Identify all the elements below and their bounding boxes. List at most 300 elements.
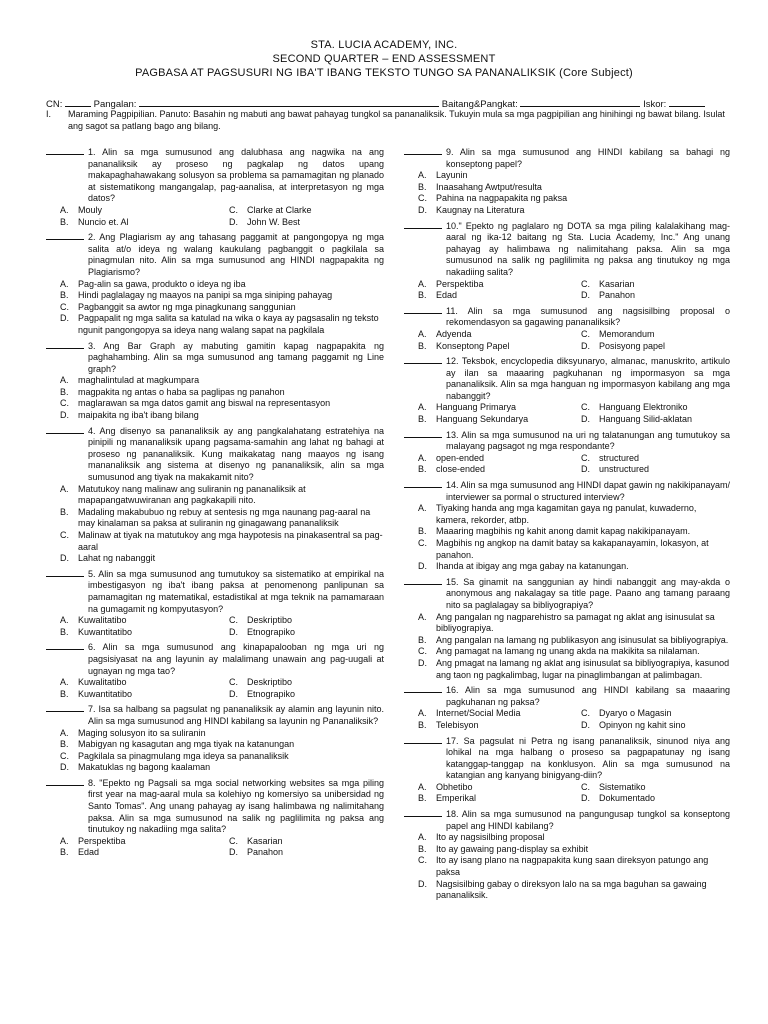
option-text: Pagkilala sa pinagmulang mga ideya sa pananaliksik — [78, 750, 289, 761]
option-letter: D. — [229, 688, 238, 699]
answer-option[interactable] — [404, 708, 567, 720]
instructions — [46, 109, 728, 132]
answer-option[interactable] — [567, 329, 730, 341]
option-text: Kuwantitatibo — [78, 688, 133, 699]
question-stem — [404, 576, 730, 612]
option-letter: B. — [60, 688, 69, 699]
answer-blank[interactable] — [404, 355, 442, 364]
question-stem — [404, 684, 730, 708]
option-letter: D. — [60, 410, 69, 421]
answer-option[interactable] — [46, 751, 384, 763]
question-stem — [404, 146, 730, 170]
option-letter: A. — [60, 278, 69, 289]
answer-option[interactable] — [404, 290, 567, 302]
option-row — [46, 847, 384, 859]
option-text: Hanguang Sekundarya — [436, 414, 529, 425]
option-text: Maaaring magbihis ng kahit anong damit kapag nakikipanayam. — [436, 526, 691, 537]
answer-option[interactable] — [404, 329, 567, 341]
answer-blank[interactable] — [404, 808, 442, 817]
option-text: Perspektiba — [78, 835, 126, 846]
option-letter: D. — [229, 216, 238, 227]
question-text: 14. Alin sa mga sumusunod ang HINDI dapat gawin ng nakikipanayam/ interviewer sa pormal o structured interview? — [446, 480, 730, 502]
question-stem — [404, 479, 730, 503]
answer-blank[interactable] — [404, 220, 442, 229]
question-stem — [404, 735, 730, 782]
option-text: Memorandum — [599, 328, 655, 339]
option-row — [404, 720, 730, 732]
option-letter: C. — [581, 328, 590, 339]
question-text: 17. Sa pagsulat ni Petra ng isang pananaliksik, sinunod niya ang lohikal na mga halbang o proseso sa pagpapatunay ng isang katanggap-tanggap na konklusyon. Alin sa mga sumusunod na katangian ang kanyang binigyang-diin? — [446, 735, 730, 781]
answer-blank[interactable] — [404, 305, 442, 314]
answer-option[interactable] — [404, 879, 730, 902]
option-letter: D. — [60, 553, 69, 564]
option-letter: C. — [581, 278, 590, 289]
option-letter: A. — [60, 375, 69, 386]
answer-option[interactable] — [46, 553, 384, 565]
option-text: Telebisyon — [436, 719, 479, 730]
option-text: close-ended — [436, 464, 486, 475]
option-text: Nuncio et. Al — [78, 216, 129, 227]
option-text: Hanguang Primarya — [436, 402, 517, 413]
spacer — [46, 859, 384, 862]
iskor-field[interactable] — [669, 97, 705, 107]
option-text: Matutukoy nang malinaw ang suliranin ng pananaliksik at mapapangatwuwiranan ang pagkakapili nito. — [78, 483, 306, 506]
option-row — [404, 279, 730, 291]
school-name: STA. LUCIA ACADEMY, INC. — [310, 39, 458, 51]
answer-option[interactable] — [46, 677, 215, 689]
question — [404, 220, 730, 305]
answer-option[interactable] — [46, 290, 384, 302]
question-stem — [46, 231, 384, 278]
left-column — [46, 146, 384, 862]
option-text: Dyaryo o Magasin — [599, 708, 672, 719]
question-text: 4. Ang disenyo sa pananaliksik ay ang pangkalahatang estratehiya na pinipili ng mananaliksik upang pagsama-samahin ang lahat ng bahagi at proseso ng pananaliksik. Kung maikakatag nang maayos ng isang mananaliksik ang sistema at disenyo ng pananaliksik, alin sa mga sumusunod ang tiyak na makakamit nito? — [88, 425, 384, 483]
answer-option[interactable] — [567, 720, 730, 732]
option-text: Kuwantitatibo — [78, 626, 133, 637]
question-text: 1. Alin sa mga sumusunod ang dalubhasa ang nagwika na ang pananaliksik ay proseso ng pagkalap ng datos upang makapaghahawakang solusyon sa problema sa pamamagitan ng planado at sistematikong mangangalap, pag-aanalisa, at interpretasyon ng mga datos? — [88, 147, 384, 204]
question-stem — [46, 703, 384, 727]
option-letter: C. — [581, 781, 590, 792]
question — [404, 429, 730, 479]
subject-title: PAGBASA AT PAGSUSURI NG IBA'T IBANG TEKSTO TUNGO SA PANANALIKSIK (Core Subject) — [135, 67, 633, 79]
option-row — [46, 836, 384, 848]
question — [404, 305, 730, 355]
question-stem — [404, 220, 730, 279]
option-text: Madaling makabubuo ng rebuy at sentesis ng mga naunang pag-aaral na may kinalaman sa paksa at suliranin ng ginagawang pananaliksik — [78, 506, 371, 529]
answer-option[interactable] — [567, 708, 730, 720]
answer-option[interactable] — [46, 530, 384, 553]
answer-option[interactable] — [46, 762, 384, 774]
answer-option[interactable] — [46, 205, 215, 217]
question-stem — [404, 808, 730, 832]
option-text: Pagbanggit sa awtor ng mga pinagkunang sanggunian — [78, 301, 296, 312]
option-text: Ang pamagat na lamang ng unang akda na makikita sa nilalaman. — [436, 646, 700, 657]
option-letter: A. — [418, 328, 427, 339]
answer-option[interactable] — [46, 217, 215, 229]
option-row — [46, 689, 384, 701]
answer-option[interactable] — [215, 677, 384, 689]
iskor-label: Iskor: — [643, 99, 667, 110]
answer-option[interactable] — [404, 503, 730, 526]
option-letter: A. — [418, 452, 427, 463]
answer-option[interactable] — [404, 341, 567, 353]
option-letter: A. — [60, 727, 69, 738]
question — [46, 146, 384, 231]
option-letter: B. — [60, 739, 69, 750]
option-letter: C. — [60, 530, 69, 540]
answer-option[interactable] — [404, 464, 567, 476]
option-text: Pag-alin sa gawa, produkto o ideya ng iba — [78, 278, 246, 289]
option-text: Kaugnay na Literatura — [436, 204, 525, 215]
question — [404, 808, 730, 905]
option-letter: A. — [60, 483, 69, 494]
option-text: Clarke at Clarke — [247, 204, 312, 215]
question — [46, 568, 384, 642]
answer-option[interactable] — [404, 855, 730, 878]
option-row — [404, 329, 730, 341]
answer-blank[interactable] — [46, 231, 84, 240]
question — [404, 146, 730, 220]
answer-blank[interactable] — [404, 146, 442, 155]
answer-option[interactable] — [567, 464, 730, 476]
option-text: Kasarian — [599, 278, 635, 289]
answer-blank[interactable] — [404, 735, 442, 744]
question-text: 9. Alin sa mga sumusunod ang HINDI kabilang sa bahagi ng konseptong papel? — [446, 147, 730, 169]
option-text: Inaasahang Awtput/resulta — [436, 181, 542, 192]
question-stem — [46, 146, 384, 205]
option-letter: C. — [418, 193, 427, 204]
instructions-text: Maraming Pagpipilian. Panuto: Basahin ng mabuti ang bawat pahayag tungkol sa pananaliksik. Tukuyin mula sa mga pagpipilian ang hinihingi ng bawat bilang. Isulat ang sagot sa patlang bago ang bilang. — [68, 109, 725, 131]
option-text: Obhetibo — [436, 781, 473, 792]
option-text: Malinaw at tiyak na matutukoy ang mga haypotesis na pinakasentral sa pag-aaral — [78, 530, 383, 552]
option-text: Maging solusyon ito sa suliranin — [78, 727, 206, 738]
option-text: Kasarian — [247, 835, 283, 846]
answer-blank[interactable] — [46, 340, 84, 349]
question — [46, 231, 384, 339]
option-row — [404, 782, 730, 794]
question-text: 7. Isa sa halbang sa pagsulat ng pananaliksik ay alamin ang layunin nito. Alin sa mga sumusunod ang HINDI kabilang sa layunin ng Pananaliksik? — [88, 704, 384, 726]
option-text: Edad — [78, 847, 100, 858]
answer-option[interactable] — [404, 205, 730, 217]
option-letter: C. — [581, 708, 590, 719]
option-letter: B. — [418, 526, 427, 537]
option-text: Dokumentado — [599, 793, 656, 804]
answer-option[interactable] — [567, 453, 730, 465]
answer-option[interactable] — [215, 689, 384, 701]
answer-option[interactable] — [46, 387, 384, 399]
option-letter: D. — [418, 204, 427, 215]
answer-option[interactable] — [215, 205, 384, 217]
answer-option[interactable] — [215, 627, 384, 639]
option-text: Edad — [436, 290, 458, 301]
option-letter: C. — [581, 402, 590, 413]
option-letter: D. — [418, 657, 427, 668]
question-text: 3. Ang Bar Graph ay mabuting gamitin kapag nagpapakita ng paghahambing. Alin sa mga sumusunod ang tamang paggamit ng Line graph? — [88, 340, 384, 374]
question-text: 18. Alin sa mga sumusunod na pangungusap tungkol sa konseptong papel ang HINDI kabilang? — [446, 809, 730, 831]
option-text: Ito ay gawaing pang-display sa exhibit — [436, 843, 589, 854]
option-text: Emperikal — [436, 793, 477, 804]
option-letter: C. — [229, 615, 238, 626]
option-row — [46, 217, 384, 229]
option-text: Mabigyan ng kasagutan ang mga tiyak na katanungan — [78, 739, 295, 750]
option-letter: A. — [60, 615, 69, 626]
option-letter: C. — [418, 855, 427, 866]
question-stem — [404, 429, 730, 453]
answer-option[interactable] — [215, 836, 384, 848]
answer-option[interactable] — [404, 170, 730, 182]
answer-option[interactable] — [215, 847, 384, 859]
question-stem — [46, 568, 384, 615]
option-letter: B. — [418, 843, 427, 854]
answer-option[interactable] — [404, 782, 567, 794]
option-letter: A. — [418, 611, 427, 622]
option-text: Opinyon ng kahit sino — [599, 719, 686, 730]
option-letter: C. — [229, 204, 238, 215]
option-letter: D. — [418, 561, 427, 572]
option-text: Deskriptibo — [247, 615, 293, 626]
answer-option[interactable] — [404, 658, 730, 681]
option-letter: B. — [418, 290, 427, 301]
question-text: 5. Alin sa mga sumusunod ang tumutukoy sa sistematiko at empirikal na imbestigasyon ng iba't ibang paksa at penomenong panlipunan sa pamamagitan ng matematikal, estadistikal at mga teknik na pamamaraan na gumagamit ng kompyutasyon? — [88, 568, 384, 614]
pangalan-label: Pangalan: — [93, 99, 137, 110]
option-letter: B. — [418, 793, 427, 804]
answer-option[interactable] — [46, 302, 384, 314]
option-letter: D. — [581, 340, 590, 351]
question-stem — [404, 355, 730, 402]
option-letter: A. — [418, 278, 427, 289]
answer-option[interactable] — [46, 279, 384, 291]
option-text: Magbihis ng angkop na damit batay sa kakapanayamin, lokasyon, at panahon. — [436, 538, 709, 560]
answer-option[interactable] — [404, 279, 567, 291]
option-letter: B. — [60, 386, 69, 397]
option-text: Makatuklas ng bagong kaalaman — [78, 762, 211, 773]
question-stem — [404, 305, 730, 329]
option-text: Deskriptibo — [247, 677, 293, 688]
assessment-title: SECOND QUARTER – END ASSESSMENT — [272, 53, 496, 65]
option-text: Layunin — [436, 170, 468, 181]
answer-blank[interactable] — [46, 146, 84, 155]
answer-blank[interactable] — [46, 641, 84, 650]
answer-option[interactable] — [567, 402, 730, 414]
answer-option[interactable] — [404, 635, 730, 647]
answer-blank[interactable] — [46, 777, 84, 786]
option-text: Ang pmagat na lamang ng aklat ang isinusulat sa bibliyograpiya, kasunod ang taon ng pagkalimbag, lugar na pinaglimbangan at palimbagan. — [436, 657, 730, 680]
option-text: Ito ay nagsisilbing proposal — [436, 832, 545, 843]
option-text: Konseptong Papel — [436, 340, 510, 351]
question — [404, 576, 730, 684]
question — [404, 355, 730, 429]
option-row — [404, 708, 730, 720]
answer-blank[interactable] — [404, 429, 442, 438]
section-number: I. — [46, 109, 52, 119]
answer-option[interactable] — [46, 627, 215, 639]
option-text: structured — [599, 452, 640, 463]
question — [46, 777, 384, 862]
option-text: Hanguang Silid-aklatan — [599, 414, 693, 425]
option-letter: A. — [418, 402, 427, 413]
answer-option[interactable] — [404, 182, 730, 194]
question — [46, 641, 384, 703]
option-text: Mouly — [78, 204, 103, 215]
answer-option[interactable] — [46, 484, 384, 507]
option-letter: D. — [581, 290, 590, 301]
option-letter: B. — [418, 414, 427, 425]
question-text: 15. Sa ginamit na sanggunian ay hindi nabanggit ang may-akda o anonymous ang nakalagay sa title page. Paano ang tamang paraang nito sa paglalagay sa bibliyograpiya? — [446, 576, 730, 610]
option-letter: B. — [60, 290, 69, 301]
option-text: Internet/Social Media — [436, 708, 521, 719]
answer-option[interactable] — [404, 832, 730, 844]
option-letter: C. — [581, 452, 590, 463]
option-letter: D. — [229, 626, 238, 637]
answer-option[interactable] — [46, 507, 384, 530]
answer-option[interactable] — [567, 279, 730, 291]
option-row — [404, 464, 730, 476]
answer-option[interactable] — [215, 217, 384, 229]
question-text: 16. Alin sa mga sumusunod ang HINDI kabilang sa maaaring pagkuhanan ng paksa? — [446, 685, 730, 707]
option-letter: C. — [418, 646, 427, 657]
answer-blank[interactable] — [46, 703, 84, 712]
pangalan-field[interactable] — [139, 97, 439, 107]
option-text: Ito ay isang plano na nagpapakita kung saan direksyon patungo ang paksa — [436, 855, 709, 878]
option-row — [404, 402, 730, 414]
answer-option[interactable] — [215, 615, 384, 627]
option-text: Adyenda — [436, 328, 472, 339]
answer-option[interactable] — [46, 375, 384, 387]
option-text: Perspektiba — [436, 278, 484, 289]
answer-option[interactable] — [404, 526, 730, 538]
answer-option[interactable] — [404, 612, 730, 635]
question-text: 10." Epekto ng paglalaro ng DOTA sa mga piling kalalakihang mag-aaral ng ika-12 baitang ng Sta. Lucia Academy, Inc." Ang unang pahayag ay halimbawa ng nalimitahang paksa. Alin sa mga sumusunod na salik ng paglilimita ng paksa ang tinutukoy ng mga nakadiing salita? — [446, 220, 730, 277]
answer-option[interactable] — [404, 561, 730, 573]
option-text: Hindi paglalagay ng maayos na panipi sa mga siniping pahayag — [78, 290, 333, 301]
option-letter: A. — [418, 503, 427, 514]
option-letter: B. — [60, 626, 69, 637]
question — [404, 479, 730, 576]
option-text: Pahina na nagpapakita ng paksa — [436, 193, 568, 204]
option-text: maglarawan sa mga datos gamit ang biswal na representasyon — [78, 398, 331, 409]
option-text: Tiyaking handa ang mga kagamitan gaya ng panulat, kuwaderno, kamera, rekorder, atbp. — [436, 503, 697, 525]
option-text: Posisyong papel — [599, 340, 666, 351]
answer-option[interactable] — [46, 728, 384, 740]
question-text: 8. "Epekto ng Pagsali sa mga social networking websites sa mga piling first year na mag-aaral mula sa kolehiyo ng komersiyo sa unibersidad ng Santo Tomas". Ang unang pahayag ay isang halimbawa ng nalimitahang paksa. Alin sa mga sumusunod na salik ng paglilimita ng paksa ang tinutukoy ng nakadiing mga salita? — [88, 777, 384, 835]
option-letter: D. — [229, 847, 238, 858]
option-letter: C. — [229, 835, 238, 846]
answer-option[interactable] — [404, 793, 567, 805]
answer-option[interactable] — [404, 538, 730, 561]
option-text: Etnograpiko — [247, 626, 296, 637]
answer-blank[interactable] — [46, 425, 84, 434]
question-text: 6. Alin sa mga sumusunod ang kinapapalooban ng mga uri ng pagsisiyasat na ang layunin ay malalimang unawain ang pag-uugali at ugnayan ng mga tao? — [88, 642, 384, 676]
question-stem — [46, 777, 384, 836]
option-letter: D. — [418, 878, 427, 889]
answer-blank[interactable] — [404, 684, 442, 693]
option-letter: C. — [60, 398, 69, 409]
option-letter: D. — [581, 719, 590, 730]
answer-option[interactable] — [404, 720, 567, 732]
baitang-label: Baitang&Pangkat: — [441, 99, 518, 110]
answer-option[interactable] — [46, 615, 215, 627]
option-text: Ang pangalan ng nagparehistro sa pamagat ng aklat ang isinusulat sa bibliyograpiya. — [436, 611, 715, 634]
option-letter: B. — [418, 634, 427, 645]
spacer — [404, 902, 730, 905]
option-text: Kuwalitatibo — [78, 615, 127, 626]
option-text: Nagsisilbing gabay o direksyon lalo na sa mga baguhan sa gawaing pananaliksik. — [436, 878, 707, 901]
option-row — [404, 290, 730, 302]
option-text: Ang pangalan na lamang ng publikasyon ang isinusulat sa bibliyograpiya. — [436, 634, 729, 645]
answer-option[interactable] — [567, 414, 730, 426]
answer-blank[interactable] — [46, 568, 84, 577]
option-letter: D. — [60, 313, 69, 324]
answer-option[interactable] — [46, 836, 215, 848]
option-text: Etnograpiko — [247, 688, 296, 699]
question — [46, 340, 384, 425]
option-row — [46, 615, 384, 627]
option-letter: A. — [418, 170, 427, 181]
option-row — [46, 205, 384, 217]
option-letter: C. — [418, 538, 427, 548]
answer-blank[interactable] — [404, 479, 442, 488]
header — [0, 38, 768, 80]
question-text: 12. Teksbok, encyclopedia diksyunaryo, almanac, manuskrito, artikulo ay ilan sa maaaring pagkuhanan ng impormasyon sa mga pananaliksik. Alin sa mga hanguan ng impormasyon kabilang ang mga nabanggit? — [446, 356, 730, 401]
option-letter: D. — [60, 762, 69, 773]
answer-option[interactable] — [404, 453, 567, 465]
option-letter: A. — [60, 204, 69, 215]
option-row — [46, 627, 384, 639]
answer-option[interactable] — [404, 844, 730, 856]
baitang-field[interactable] — [520, 97, 640, 107]
answer-option[interactable] — [46, 410, 384, 422]
option-letter: D. — [581, 414, 590, 425]
answer-option[interactable] — [46, 398, 384, 410]
answer-option[interactable] — [567, 290, 730, 302]
option-letter: B. — [418, 181, 427, 192]
option-row — [404, 414, 730, 426]
option-letter: B. — [418, 464, 427, 475]
option-letter: A. — [60, 835, 69, 846]
answer-blank[interactable] — [404, 576, 442, 585]
option-row — [404, 341, 730, 353]
answer-option[interactable] — [46, 689, 215, 701]
option-text: Hanguang Elektroniko — [599, 402, 688, 413]
answer-option[interactable] — [567, 341, 730, 353]
cn-field[interactable] — [65, 97, 91, 107]
option-text: Kuwalitatibo — [78, 677, 127, 688]
answer-option[interactable] — [404, 646, 730, 658]
answer-option[interactable] — [404, 414, 567, 426]
answer-option[interactable] — [404, 193, 730, 205]
option-text: magpakita ng antas o haba sa paglipas ng panahon — [78, 386, 285, 397]
option-row — [46, 677, 384, 689]
option-letter: B. — [60, 506, 69, 517]
option-text: maghalintulad at magkumpara — [78, 375, 200, 386]
option-row — [404, 793, 730, 805]
answer-option[interactable] — [567, 782, 730, 794]
option-letter: B. — [60, 216, 69, 227]
cn-label: CN: — [46, 99, 63, 110]
answer-option[interactable] — [46, 847, 215, 859]
answer-option[interactable] — [567, 793, 730, 805]
answer-option[interactable] — [46, 313, 384, 336]
question-stem — [46, 641, 384, 677]
option-letter: C. — [229, 677, 238, 688]
option-text: Sistematiko — [599, 781, 646, 792]
option-letter: C. — [60, 301, 69, 312]
question-text: 11. Alin sa mga sumusunod ang nagsisilbing proposal o rekomendasyon sa gagawing pananaliksik? — [446, 305, 730, 328]
option-letter: A. — [418, 781, 427, 792]
answer-option[interactable] — [404, 402, 567, 414]
answer-option[interactable] — [46, 739, 384, 751]
question-stem — [46, 340, 384, 376]
